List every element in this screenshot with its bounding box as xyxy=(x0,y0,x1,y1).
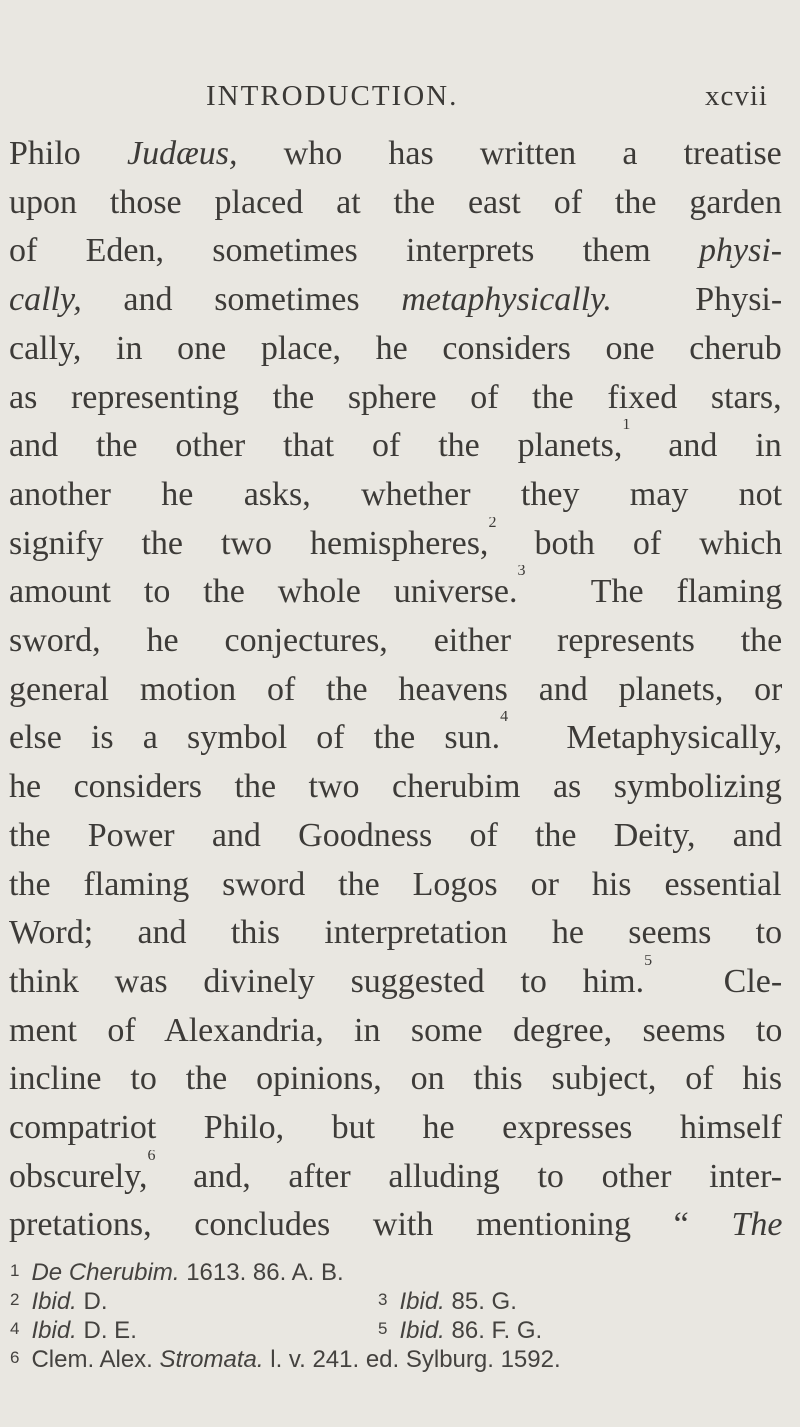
footnote-text: 1613. 86. A. B. xyxy=(179,1259,344,1286)
text-run: compatriot Philo, but he expresses himself xyxy=(9,1109,782,1146)
footnote-italic-text: Ibid. xyxy=(31,1288,77,1315)
text-run: else is a symbol of the sun. xyxy=(9,719,501,757)
text-run: ment of Alexandria, in some degree, seems to xyxy=(9,1011,782,1049)
text-line xyxy=(9,517,782,571)
text-line xyxy=(9,711,782,765)
text-line xyxy=(9,1150,782,1204)
text-run: The flaming xyxy=(525,573,782,611)
text-run: and the other that of the planets, xyxy=(9,427,623,465)
text-run: he considers the two cherubim as symbolizing xyxy=(9,768,782,806)
footnote-number: 1 xyxy=(10,1261,20,1280)
text-run: Metaphysically, xyxy=(508,719,782,757)
italic-text: metaphysically. xyxy=(401,281,612,319)
italic-text: cally, xyxy=(9,281,82,319)
running-head xyxy=(0,76,800,116)
text-run: amount to the whole universe. xyxy=(9,573,518,611)
footnote-italic-text: De Cherubim. xyxy=(31,1259,180,1286)
footnote-number: 4 xyxy=(10,1319,20,1338)
text-run: both of which xyxy=(496,524,782,562)
footnote-text: 85. G. xyxy=(444,1288,517,1315)
text-line xyxy=(9,371,782,425)
text-run: another he asks, whether they may not xyxy=(9,475,782,513)
text-run: pretations, concludes with mentioning “ xyxy=(9,1206,732,1244)
footnote-text: D. xyxy=(76,1288,108,1315)
text-line xyxy=(9,565,782,619)
text-line xyxy=(9,127,782,181)
text-line xyxy=(9,176,782,230)
footnote-text: l. v. 241. ed. Sylburg. 1592. xyxy=(263,1346,561,1373)
italic-text: Judæus, xyxy=(126,135,238,172)
footnote-text: Clem. Alex. xyxy=(31,1346,160,1373)
text-run: signify the two hemispheres, xyxy=(9,524,489,562)
text-run: the flaming sword the Logos or his essential xyxy=(9,865,782,903)
text-line xyxy=(9,906,782,960)
footnote-italic-text: Ibid. xyxy=(31,1317,77,1344)
footnote-italic-text: Ibid. xyxy=(399,1288,445,1315)
text-run: Word; and this interpretation he seems to xyxy=(9,914,782,952)
text-line xyxy=(9,858,782,912)
text-line xyxy=(9,419,782,473)
text-run: and in xyxy=(630,427,782,465)
text-line xyxy=(9,1004,782,1058)
text-run: obscurely, xyxy=(9,1157,148,1195)
text-run: and, after alluding to other inter- xyxy=(155,1157,782,1195)
footnote-marker[interactable]: 5 xyxy=(644,954,653,969)
running-title: INTRODUCTION. xyxy=(206,80,459,112)
footnote-number: 6 xyxy=(10,1348,20,1367)
text-run: upon those placed at the east of the garden xyxy=(9,183,782,221)
footnote-number: 2 xyxy=(10,1290,20,1309)
text-line xyxy=(9,1101,782,1155)
footnote-marker[interactable]: 4 xyxy=(500,711,509,726)
text-line xyxy=(9,468,782,522)
text-line xyxy=(9,1052,782,1106)
footnote-italic-text: Stromata. xyxy=(159,1346,264,1373)
footnote-marker[interactable]: 6 xyxy=(147,1149,156,1164)
footnote-number: 5 xyxy=(378,1319,388,1338)
italic-text: The xyxy=(731,1206,782,1244)
text-run: who has written a treatise xyxy=(237,135,782,172)
footnote-text: D. E. xyxy=(76,1317,137,1344)
footnote-marker[interactable]: 3 xyxy=(517,565,526,580)
footnote-marker[interactable]: 1 xyxy=(622,419,631,434)
footnote xyxy=(10,1340,561,1380)
text-run: cally, in one place, he considers one cherub xyxy=(9,329,782,367)
text-line xyxy=(9,955,782,1009)
text-run: the Power and Goodness of the Deity, and xyxy=(9,816,782,854)
text-run: Physi- xyxy=(611,281,782,319)
text-run: general motion of the heavens and planets, or xyxy=(9,670,782,708)
text-run: as representing the sphere of the fixed stars, xyxy=(9,378,782,416)
text-line xyxy=(9,322,782,376)
text-line xyxy=(9,809,782,863)
text-line xyxy=(9,663,782,717)
text-line xyxy=(9,273,782,327)
text-line xyxy=(9,614,782,668)
footnote-italic-text: Ibid. xyxy=(399,1317,445,1344)
italic-text: physi- xyxy=(699,232,782,270)
text-line xyxy=(9,760,782,814)
text-run: and sometimes xyxy=(81,281,402,319)
footnote-text: 86. F. G. xyxy=(444,1317,543,1344)
footnote-number: 3 xyxy=(378,1290,388,1309)
text-run: think was divinely suggested to him. xyxy=(9,962,645,1000)
page-number: xcvii xyxy=(705,80,768,112)
text-line xyxy=(9,224,782,278)
footnote-marker[interactable]: 2 xyxy=(488,516,497,531)
text-line xyxy=(9,1198,782,1252)
text-run: sword, he conjectures, either represents the xyxy=(9,622,782,659)
text-run: Philo xyxy=(9,135,127,172)
text-run: incline to the opinions, on this subject, of his xyxy=(9,1060,782,1098)
text-run: of Eden, sometimes interprets them xyxy=(9,232,699,270)
text-run: Cle- xyxy=(652,962,782,1000)
